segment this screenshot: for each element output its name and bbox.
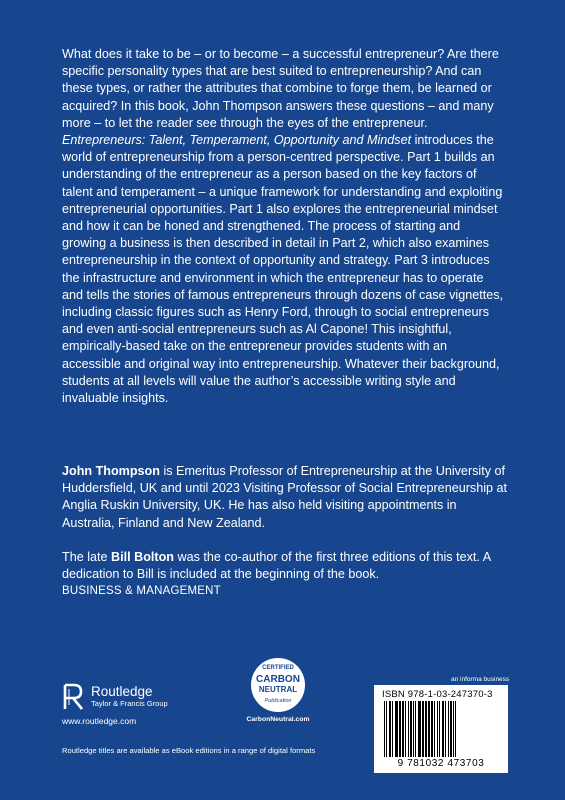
- carbon-line1: CARBON: [256, 674, 300, 685]
- barcode-icon: [380, 701, 502, 757]
- description-body: introduces the world of entrepreneurship from a person-centred perspective. Part 1 builds an understanding of the entrepreneur as a person based on the key factors of talent and temperament – a unique framework for understanding and exploiting entrepreneurial opportunities. Part 1 also explores the entrepreneurial mindset and how it can be honed and strengthened. The process of starting and growing a business is then described in detail in Part 2, which also examines entrepreneurship in the context of opportunity and strategy. Part 3 introduces the infrastructure and environment in which the entrepreneur has to operate and tells the stories of famous entrepreneurs through dozens of case vignettes, including classic figures such as Henry Ford, through to social entrepreneurs and even anti-social entrepreneurs such as Al Capone! This insightful, empirically-based take on the entrepreneur provides students with an accessible and original way into entrepreneurship. Whatever their background, students at all levels will value the author’s accessible writing style and invaluable insights.: [62, 133, 504, 406]
- coauthor-name: Bill Bolton: [111, 549, 174, 564]
- author-bio: [62, 463, 507, 532]
- carbon-line2: NEUTRAL: [258, 685, 298, 694]
- book-title: Entrepreneurs: Talent, Temperament, Opportunity and Mindset: [62, 133, 412, 148]
- ebook-note: Routledge titles are available as eBook editions in a range of digital formats: [62, 746, 316, 755]
- barcode-digits: 9 781032 473703: [397, 758, 485, 769]
- isbn-label: ISBN 978-1-03-247370-3: [382, 689, 493, 700]
- book-description: [62, 46, 507, 407]
- carbon-neutral-badge-icon: [249, 656, 307, 714]
- coauthor-note: [62, 549, 507, 583]
- carbon-neutral-badge: [238, 656, 318, 723]
- author-name: John Thompson: [62, 464, 160, 478]
- publisher-name: Routledge: [91, 684, 153, 699]
- subject-category: BUSINESS & MANAGEMENT: [62, 585, 221, 597]
- publisher-website[interactable]: www.routledge.com: [62, 716, 137, 726]
- description-intro: What does it take to be – or to become – a successful entrepreneur? Are there specific personality types that are best suited to entrepreneurship? And can these types, or rather the attributes that combine to forge them, be learned or acquired? In this book, John Thompson answers these questions – and many more – to let the reader see through the eyes of the entrepreneur.: [62, 47, 499, 130]
- coauthor-prefix: The late: [62, 549, 112, 564]
- routledge-logo-icon: [62, 683, 86, 711]
- isbn-barcode: [374, 685, 508, 773]
- publisher-group: Taylor & Francis Group: [91, 699, 168, 708]
- carbon-url: CarbonNeutral.com: [246, 716, 310, 723]
- coauthor-text: was the co-author of the first three editions of this text. A dedication to Bill is included at the beginning of the book.: [62, 549, 491, 582]
- author-bio-text: is Emeritus Professor of Entrepreneurship at the University of Huddersfield, UK and until 2023 Visiting Professor of Social Entrepreneurship at Anglia Ruskin University, UK. He has also held visiting appointments in Australia, Finland and New Zealand.: [62, 464, 507, 530]
- publisher-logo: [62, 683, 168, 711]
- author-section: [62, 463, 507, 600]
- informa-tagline: an informa business: [451, 676, 510, 683]
- carbon-bottom-text: Publication: [264, 698, 292, 704]
- carbon-top-text: CERTIFIED: [262, 665, 294, 671]
